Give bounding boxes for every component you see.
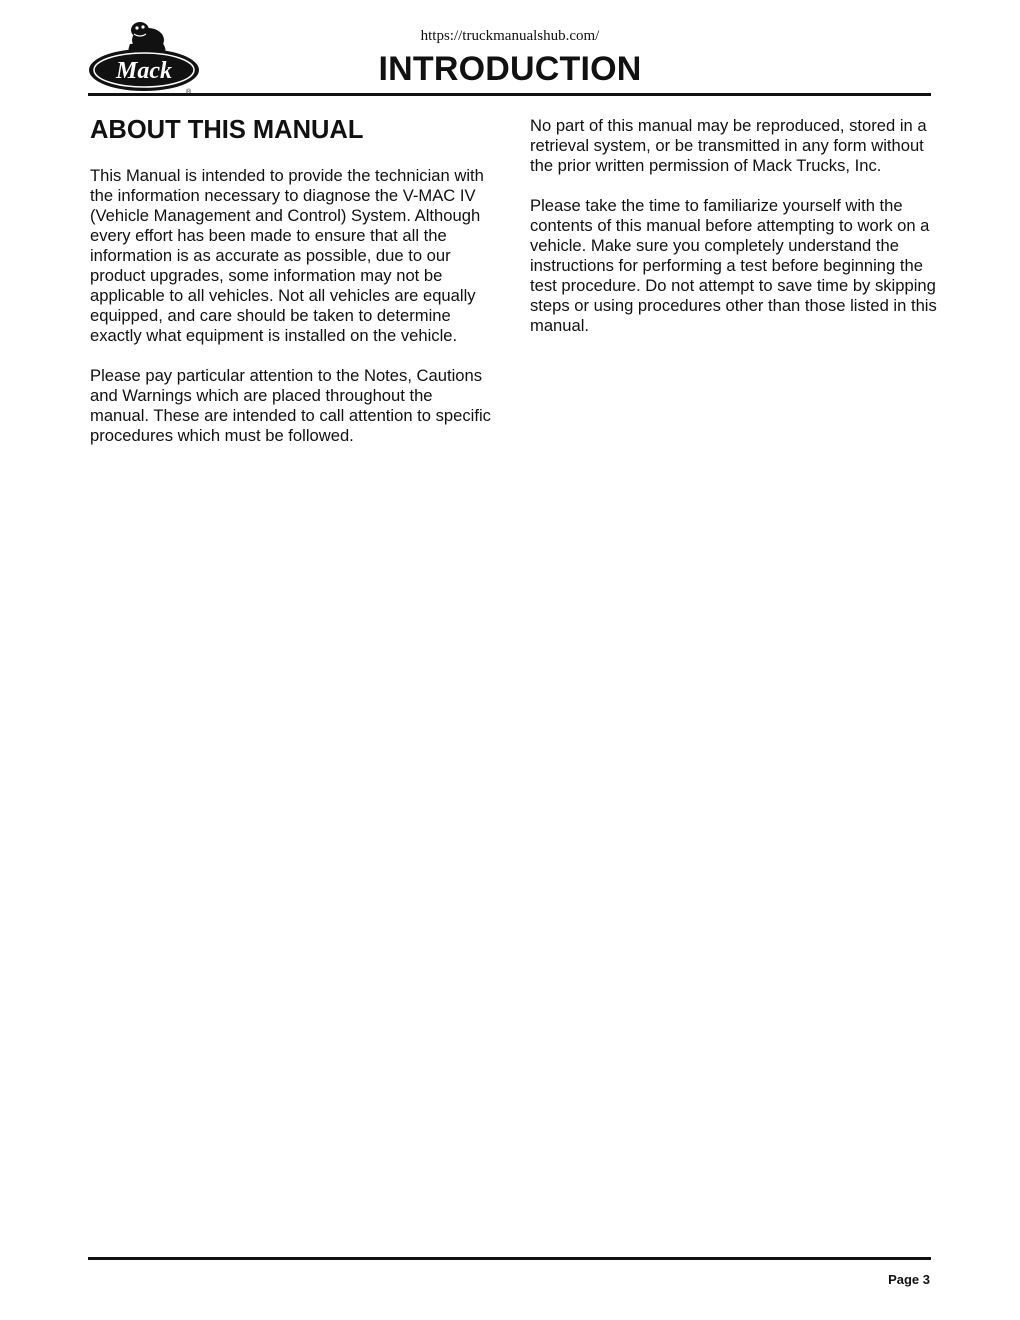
header-divider	[88, 93, 931, 96]
right-column	[530, 115, 940, 356]
paragraph: Please take the time to familiarize yourself with the contents of this manual before attempting to work on a vehicle. Make sure you completely understand the instructions for performing a test before beginning the test procedure. Do not attempt to save time by skipping steps or using procedures other than those listed in this manual.	[530, 196, 937, 335]
paragraph: This Manual is intended to provide the technician with the information necessary to diagnose the V-MAC IV (Vehicle Management and Control) System. Although every effort has been made to ensure that all the information is as accurate as possible, due to our product upgrades, some information may not be applicable to all vehicles. Not all vehicles are equally equipped, and care should be taken to determine exactly what equipment is installed on the vehicle.	[90, 166, 484, 345]
paragraph: Please pay particular attention to the Notes, Cautions and Warnings which are placed throughout the manual. These are intended to call attention to specific procedures which must be followed.	[90, 366, 491, 445]
left-column	[90, 115, 495, 466]
paragraph: No part of this manual may be reproduced, stored in a retrieval system, or be transmitted in any form without the prior written permission of Mack Trucks, Inc.	[530, 116, 927, 175]
page-number: Page 3	[888, 1272, 930, 1287]
section-heading: ABOUT THIS MANUAL	[90, 116, 364, 144]
logo-wordmark: Mack	[116, 58, 172, 84]
source-url: https://truckmanualshub.com/	[420, 28, 600, 44]
page-title: INTRODUCTION	[378, 50, 642, 88]
footer-divider	[88, 1257, 931, 1260]
